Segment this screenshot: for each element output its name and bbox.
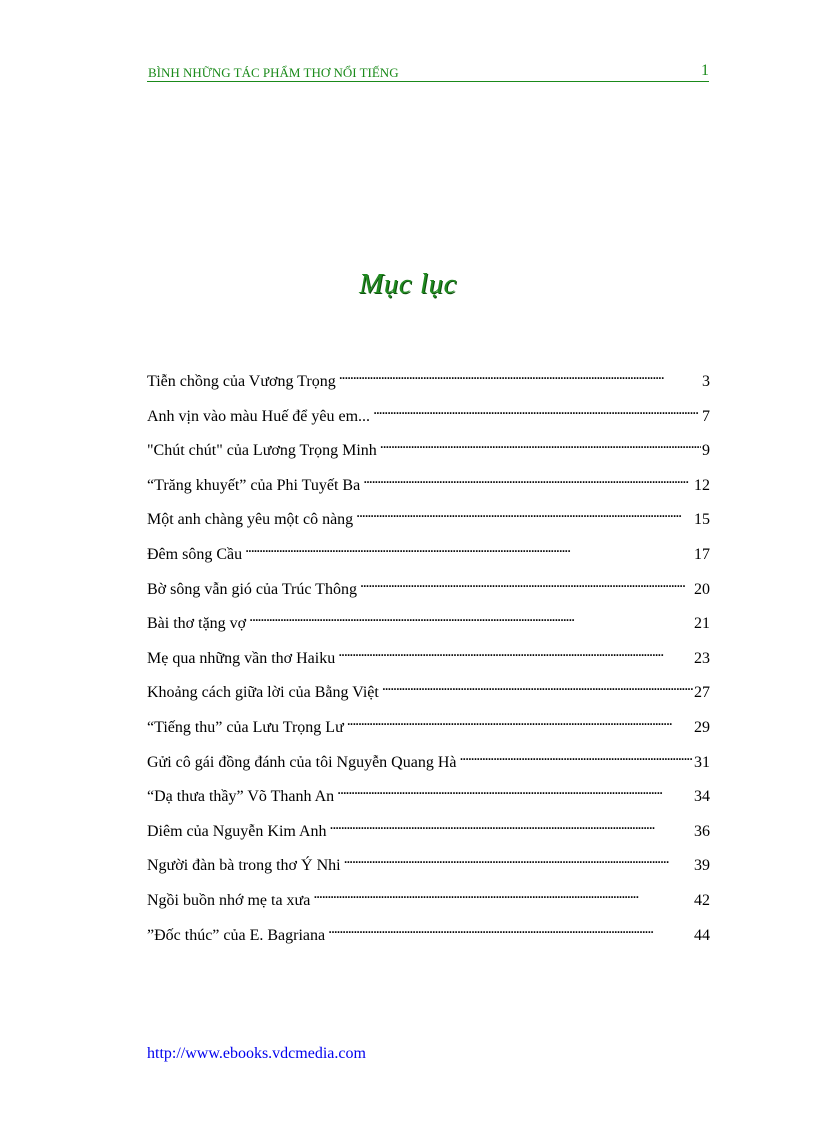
toc-leader-dots xyxy=(330,814,693,836)
toc-entry-title: Khoảng cách giữa lời của Bằng Việt xyxy=(147,684,379,702)
toc-entry-page: 7 xyxy=(702,407,710,425)
toc-entry-page: 15 xyxy=(694,511,710,529)
footer-website-link[interactable]: http://www.ebooks.vdcmedia.com xyxy=(147,1045,366,1062)
toc-entry[interactable] xyxy=(147,918,710,953)
toc-entry-title: Người đàn bà trong thơ Ý Nhi xyxy=(147,857,341,875)
toc-entry-page: 21 xyxy=(694,615,710,633)
toc-entry-page: 27 xyxy=(694,684,710,702)
toc-leader-dots xyxy=(459,745,693,767)
toc-entry-page: 12 xyxy=(694,476,710,494)
toc-leader-dots xyxy=(380,433,701,455)
toc-entry[interactable] xyxy=(147,710,710,745)
toc-leader-dots xyxy=(337,779,693,801)
toc-entry[interactable] xyxy=(147,745,710,780)
toc-entry-page: 34 xyxy=(694,788,710,806)
toc-entry-page: 23 xyxy=(694,649,710,667)
toc-entry-title: Bài thơ tặng vợ xyxy=(147,615,247,633)
toc-leader-dots xyxy=(339,364,701,386)
toc-entry[interactable] xyxy=(147,883,710,918)
toc-entry[interactable] xyxy=(147,814,710,849)
toc-entry-page: 17 xyxy=(694,545,710,563)
toc-entry-page: 9 xyxy=(702,442,710,460)
toc-entry-page: 44 xyxy=(694,926,710,944)
header-page-number: 1 xyxy=(701,62,709,79)
toc-leader-dots xyxy=(347,710,693,732)
toc-entry-title: Gửi cô gái đồng đánh của tôi Nguyễn Quang Hà xyxy=(147,753,457,771)
toc-entry[interactable] xyxy=(147,606,710,641)
toc-entry-title: Tiễn chồng của Vương Trọng xyxy=(147,373,336,390)
toc-leader-dots xyxy=(313,883,693,905)
toc-entry[interactable] xyxy=(147,364,710,399)
toc-entry-title: “Dạ thưa thầy” Võ Thanh An xyxy=(147,788,335,806)
toc-entry[interactable] xyxy=(147,848,710,883)
toc-entry[interactable] xyxy=(147,502,710,537)
toc-entry-title: Diêm của Nguyễn Kim Anh xyxy=(147,822,327,840)
toc-entry-title: "Chút chút" của Lương Trọng Minh xyxy=(147,442,377,460)
table-of-contents xyxy=(147,364,710,952)
toc-entry-title: ”Đốc thúc” của E. Bagriana xyxy=(147,926,326,944)
running-header xyxy=(147,62,709,82)
toc-entry-page: 36 xyxy=(694,822,710,840)
toc-entry-title: Ngồi buồn nhớ mẹ ta xưa xyxy=(147,891,311,909)
toc-entry[interactable] xyxy=(147,433,710,468)
toc-entry-page: 20 xyxy=(694,580,710,598)
toc-leader-dots xyxy=(363,468,693,490)
toc-entry-page: 3 xyxy=(702,373,710,390)
toc-leader-dots xyxy=(356,502,693,524)
toc-entry[interactable] xyxy=(147,675,710,710)
toc-entry-title: Đêm sông Cầu xyxy=(147,545,243,563)
toc-entry[interactable] xyxy=(147,537,710,572)
page-title: Mục lục xyxy=(359,268,457,300)
toc-entry[interactable] xyxy=(147,572,710,607)
toc-entry-page: 31 xyxy=(694,753,710,771)
toc-entry-page: 39 xyxy=(694,857,710,875)
toc-entry-title: Một anh chàng yêu một cô nàng xyxy=(147,511,354,529)
toc-leader-dots xyxy=(360,572,693,594)
toc-entry-title: Bờ sông vẫn gió của Trúc Thông xyxy=(147,580,357,598)
header-title: BÌNH NHỮNG TÁC PHẨM THƠ NỔI TIẾNG xyxy=(148,65,399,80)
toc-leader-dots xyxy=(328,918,693,940)
toc-entry-title: “Trăng khuyết” của Phi Tuyết Ba xyxy=(147,476,361,494)
toc-entry[interactable] xyxy=(147,779,710,814)
toc-entry[interactable] xyxy=(147,399,710,434)
toc-leader-dots xyxy=(373,399,701,421)
toc-entry-title: “Tiếng thu” của Lưu Trọng Lư xyxy=(147,718,344,736)
toc-entry-title: Mẹ qua những vần thơ Haiku xyxy=(147,649,336,667)
toc-entry-page: 29 xyxy=(694,718,710,736)
toc-entry[interactable] xyxy=(147,468,710,503)
toc-leader-dots xyxy=(245,537,693,559)
toc-leader-dots xyxy=(338,641,693,663)
toc-entry-page: 42 xyxy=(694,891,710,909)
toc-entry-title: Anh vịn vào màu Huế để yêu em... xyxy=(147,407,371,425)
toc-leader-dots xyxy=(382,675,693,697)
toc-leader-dots xyxy=(344,848,693,870)
toc-leader-dots xyxy=(249,606,693,628)
toc-entry[interactable] xyxy=(147,641,710,676)
